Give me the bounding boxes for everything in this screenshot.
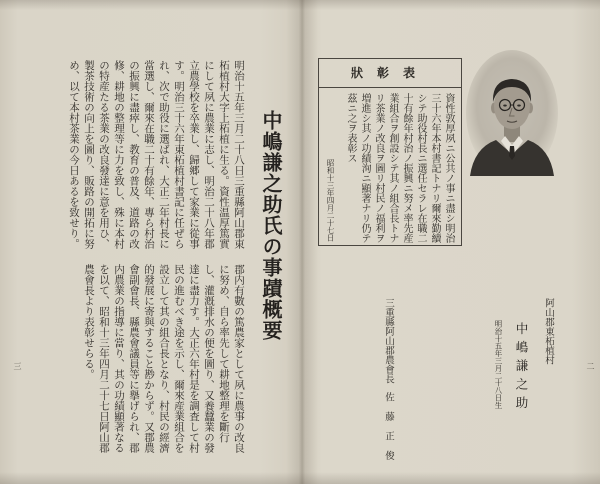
awarder-name: 佐藤正俊 [383,392,394,470]
article-title: 中嶋謙之助氏の事蹟概要 [259,110,283,341]
page-number-left: 三 [13,362,22,370]
portrait-photo [466,50,558,176]
portrait-eye-right [517,105,521,107]
award-date: 昭和十三年四月二十七日 [326,159,335,242]
subject-name: 中嶋謙之助 [514,322,529,415]
subject-birth-date: 明治十五年三月二十八日生 [494,320,503,409]
scan-edge-bottom [0,472,600,484]
award-certificate-box [318,58,462,246]
award-body: 資性敦厚夙ニ公共ノ事ニ盡シ明治三十六年本村書記トナリ爾來勤續シテ助役村長ニ選任セラレ在職二十有餘年村治ノ振興ニ努メ率先産業組合ヲ創設シテ其ノ組合長トナリ茶業ノ改良ヲ圖リ村民ノ福利ヲ増進シ其ノ功績洵ニ顯著ナリ仍テ茲ニ之ヲ表彰ス [345,93,454,243]
portrait-eye-left [503,105,507,107]
page-number-right: 二 [586,362,595,370]
scan-edge-top [0,0,600,10]
book-spine-shadow [286,0,318,484]
subject-village: 阿山郡東柘植村 [543,298,554,365]
biography-upper-text: 明治十五年三月二十八日三重縣阿山郡東柘植村大字上柘植に生る。資性温厚篤實にして夙に農業に志し、明治二十八年郡立農學校を卒業し、歸郷して家業に從事す。明治三十六年東柘植村書記に任ぜられ、次で助役に選ばれ、大正二年村長に當選し、爾來在職二十有餘年、專ら村治の振興に盡瘁し、教育の普及、道路の改修、耕地の整理等に力を致し、殊に本村の特産たる茶業の改良發達に意を用ひ、製茶技術の向上を圖り、販路の開拓に努め、以て本村茶業の今日あるを致せり。 [68,60,245,249]
awarder-title: 三重縣阿山郡農會長 [383,298,394,384]
award-header: 表彰狀 [319,59,461,88]
biography-lower-text: 郡内有數の篤農家として夙に農事の改良に努め、自ら率先して耕地整理を斷行し、灌漑排水の便を圖り、又養蠶業の發達に盡力す。大正六年村是を調査して村民の進むべき途を示し、爾來産業組合を設立して其の組合長となり、村民の經濟的發展に寄與すること尠からず。又郡農會副會長、縣農會議員等に擧げられ、郡内農業の指導に當り、其の功績顯著なるを以て、昭和十三年四月二十七日阿山郡農會長より表彰せらる。 [83,264,245,453]
